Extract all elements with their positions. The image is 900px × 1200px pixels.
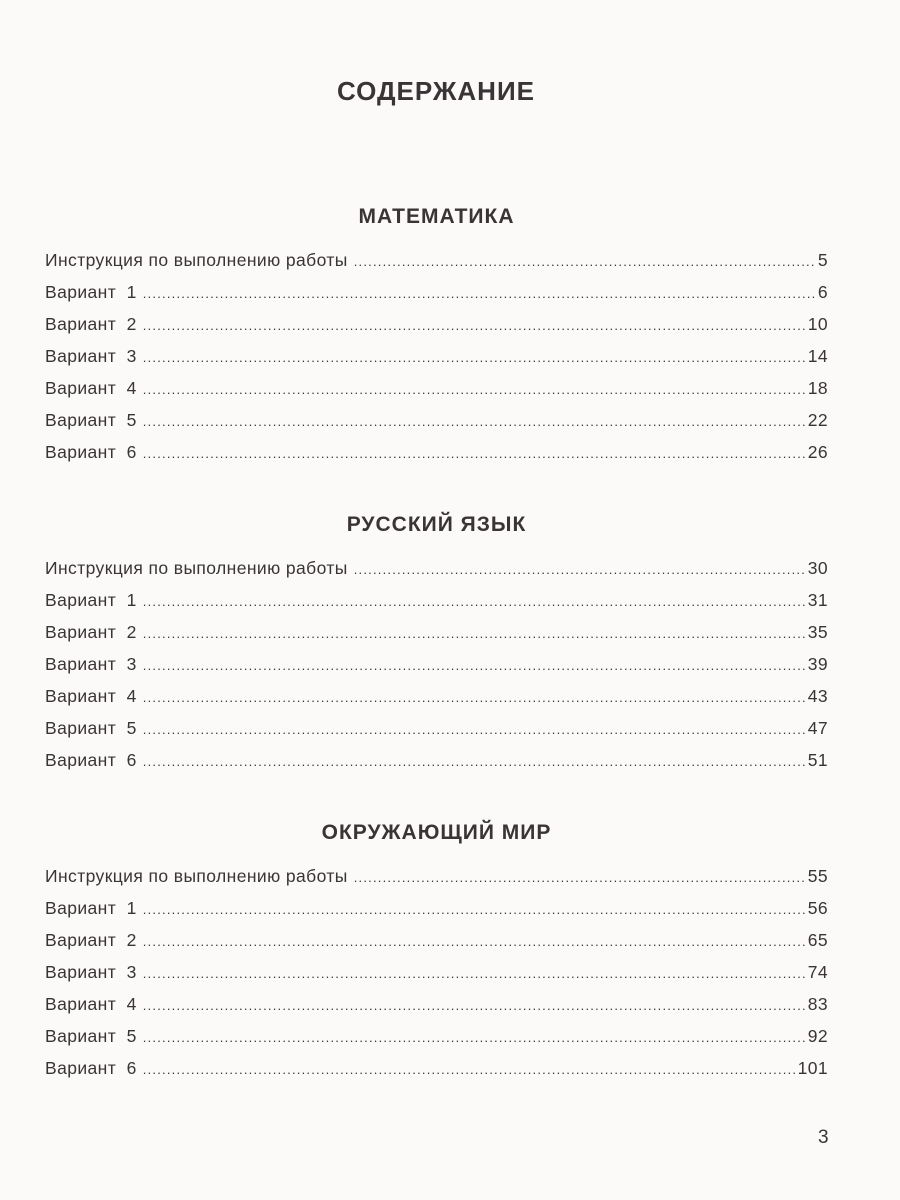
- entry-page: 39: [807, 654, 828, 674]
- toc-entry[interactable]: [45, 276, 828, 308]
- toc-entry[interactable]: [45, 244, 828, 276]
- entry-page: 56: [807, 898, 828, 918]
- entry-label: Вариант 2: [45, 622, 137, 642]
- entry-page: 30: [807, 558, 828, 578]
- toc-section: [45, 510, 828, 776]
- toc-entry[interactable]: [45, 308, 828, 340]
- entry-label: Вариант 6: [45, 442, 137, 462]
- toc-entry[interactable]: [45, 1052, 828, 1084]
- entry-label: Вариант 4: [45, 378, 137, 398]
- entry-page: 26: [807, 442, 828, 462]
- section-title: ОКРУЖАЮЩИЙ МИР: [321, 821, 552, 844]
- entry-page: 65: [807, 930, 828, 950]
- dot-leader: [354, 554, 805, 586]
- entry-label: Вариант 3: [45, 654, 137, 674]
- entry-label: Вариант 5: [45, 410, 137, 430]
- page-number: 3: [818, 1127, 829, 1148]
- dot-leader: [354, 246, 815, 278]
- dot-leader: [143, 374, 805, 406]
- entry-label: Вариант 4: [45, 686, 137, 706]
- section-title: РУССКИЙ ЯЗЫК: [346, 513, 527, 536]
- entry-label: Вариант 1: [45, 898, 137, 918]
- page-title: СОДЕРЖАНИЕ: [337, 76, 535, 106]
- toc-entry[interactable]: [45, 1020, 828, 1052]
- entry-label: Вариант 5: [45, 1026, 137, 1046]
- dot-leader: [143, 310, 805, 342]
- dot-leader: [143, 618, 805, 650]
- entry-label: Инструкция по выполнению работы: [45, 866, 348, 886]
- entry-page: 43: [807, 686, 828, 706]
- entry-page: 5: [817, 250, 828, 270]
- entry-label: Вариант 2: [45, 930, 137, 950]
- entry-page: 55: [807, 866, 828, 886]
- toc-entry[interactable]: [45, 372, 828, 404]
- entry-label: Вариант 3: [45, 346, 137, 366]
- toc-entry[interactable]: [45, 680, 828, 712]
- dot-leader: [143, 342, 805, 374]
- dot-leader: [143, 958, 805, 990]
- dot-leader: [143, 714, 805, 746]
- entry-page: 47: [807, 718, 828, 738]
- toc-entry[interactable]: [45, 340, 828, 372]
- entry-page: 101: [797, 1058, 828, 1078]
- dot-leader: [143, 278, 815, 310]
- toc-entry[interactable]: [45, 712, 828, 744]
- dot-leader: [143, 1054, 795, 1086]
- entry-page: 18: [807, 378, 828, 398]
- entry-label: Вариант 3: [45, 962, 137, 982]
- dot-leader: [143, 990, 805, 1022]
- toc-entry[interactable]: [45, 648, 828, 680]
- entry-label: Вариант 4: [45, 994, 137, 1014]
- toc-section: [45, 818, 828, 1084]
- toc-entry[interactable]: [45, 436, 828, 468]
- entry-label: Инструкция по выполнению работы: [45, 558, 348, 578]
- entry-page: 10: [807, 314, 828, 334]
- entry-page: 92: [807, 1026, 828, 1046]
- dot-leader: [143, 406, 805, 438]
- entry-page: 22: [807, 410, 828, 430]
- dot-leader: [354, 862, 805, 894]
- entry-label: Вариант 6: [45, 1058, 137, 1078]
- dot-leader: [143, 438, 805, 470]
- entry-page: 31: [807, 590, 828, 610]
- dot-leader: [143, 682, 805, 714]
- toc-section: [45, 202, 828, 468]
- entry-label: Вариант 2: [45, 314, 137, 334]
- toc-entry[interactable]: [45, 860, 828, 892]
- dot-leader: [143, 650, 805, 682]
- toc-entry[interactable]: [45, 892, 828, 924]
- entry-page: 83: [807, 994, 828, 1014]
- toc-entry[interactable]: [45, 404, 828, 436]
- toc-entry[interactable]: [45, 552, 828, 584]
- entry-page: 51: [807, 750, 828, 770]
- toc-entry[interactable]: [45, 584, 828, 616]
- toc-entry[interactable]: [45, 616, 828, 648]
- toc-entry[interactable]: [45, 956, 828, 988]
- dot-leader: [143, 746, 805, 778]
- entry-label: Вариант 1: [45, 590, 137, 610]
- dot-leader: [143, 1022, 805, 1054]
- dot-leader: [143, 894, 805, 926]
- entry-label: Вариант 5: [45, 718, 137, 738]
- section-title: МАТЕМАТИКА: [358, 205, 515, 228]
- entry-page: 6: [817, 282, 828, 302]
- toc-entry[interactable]: [45, 744, 828, 776]
- entry-label: Вариант 1: [45, 282, 137, 302]
- entry-page: 14: [807, 346, 828, 366]
- dot-leader: [143, 926, 805, 958]
- entry-label: Вариант 6: [45, 750, 137, 770]
- toc-entry[interactable]: [45, 924, 828, 956]
- toc-entry[interactable]: [45, 988, 828, 1020]
- entry-page: 35: [807, 622, 828, 642]
- entry-label: Инструкция по выполнению работы: [45, 250, 348, 270]
- entry-page: 74: [807, 962, 828, 982]
- dot-leader: [143, 586, 805, 618]
